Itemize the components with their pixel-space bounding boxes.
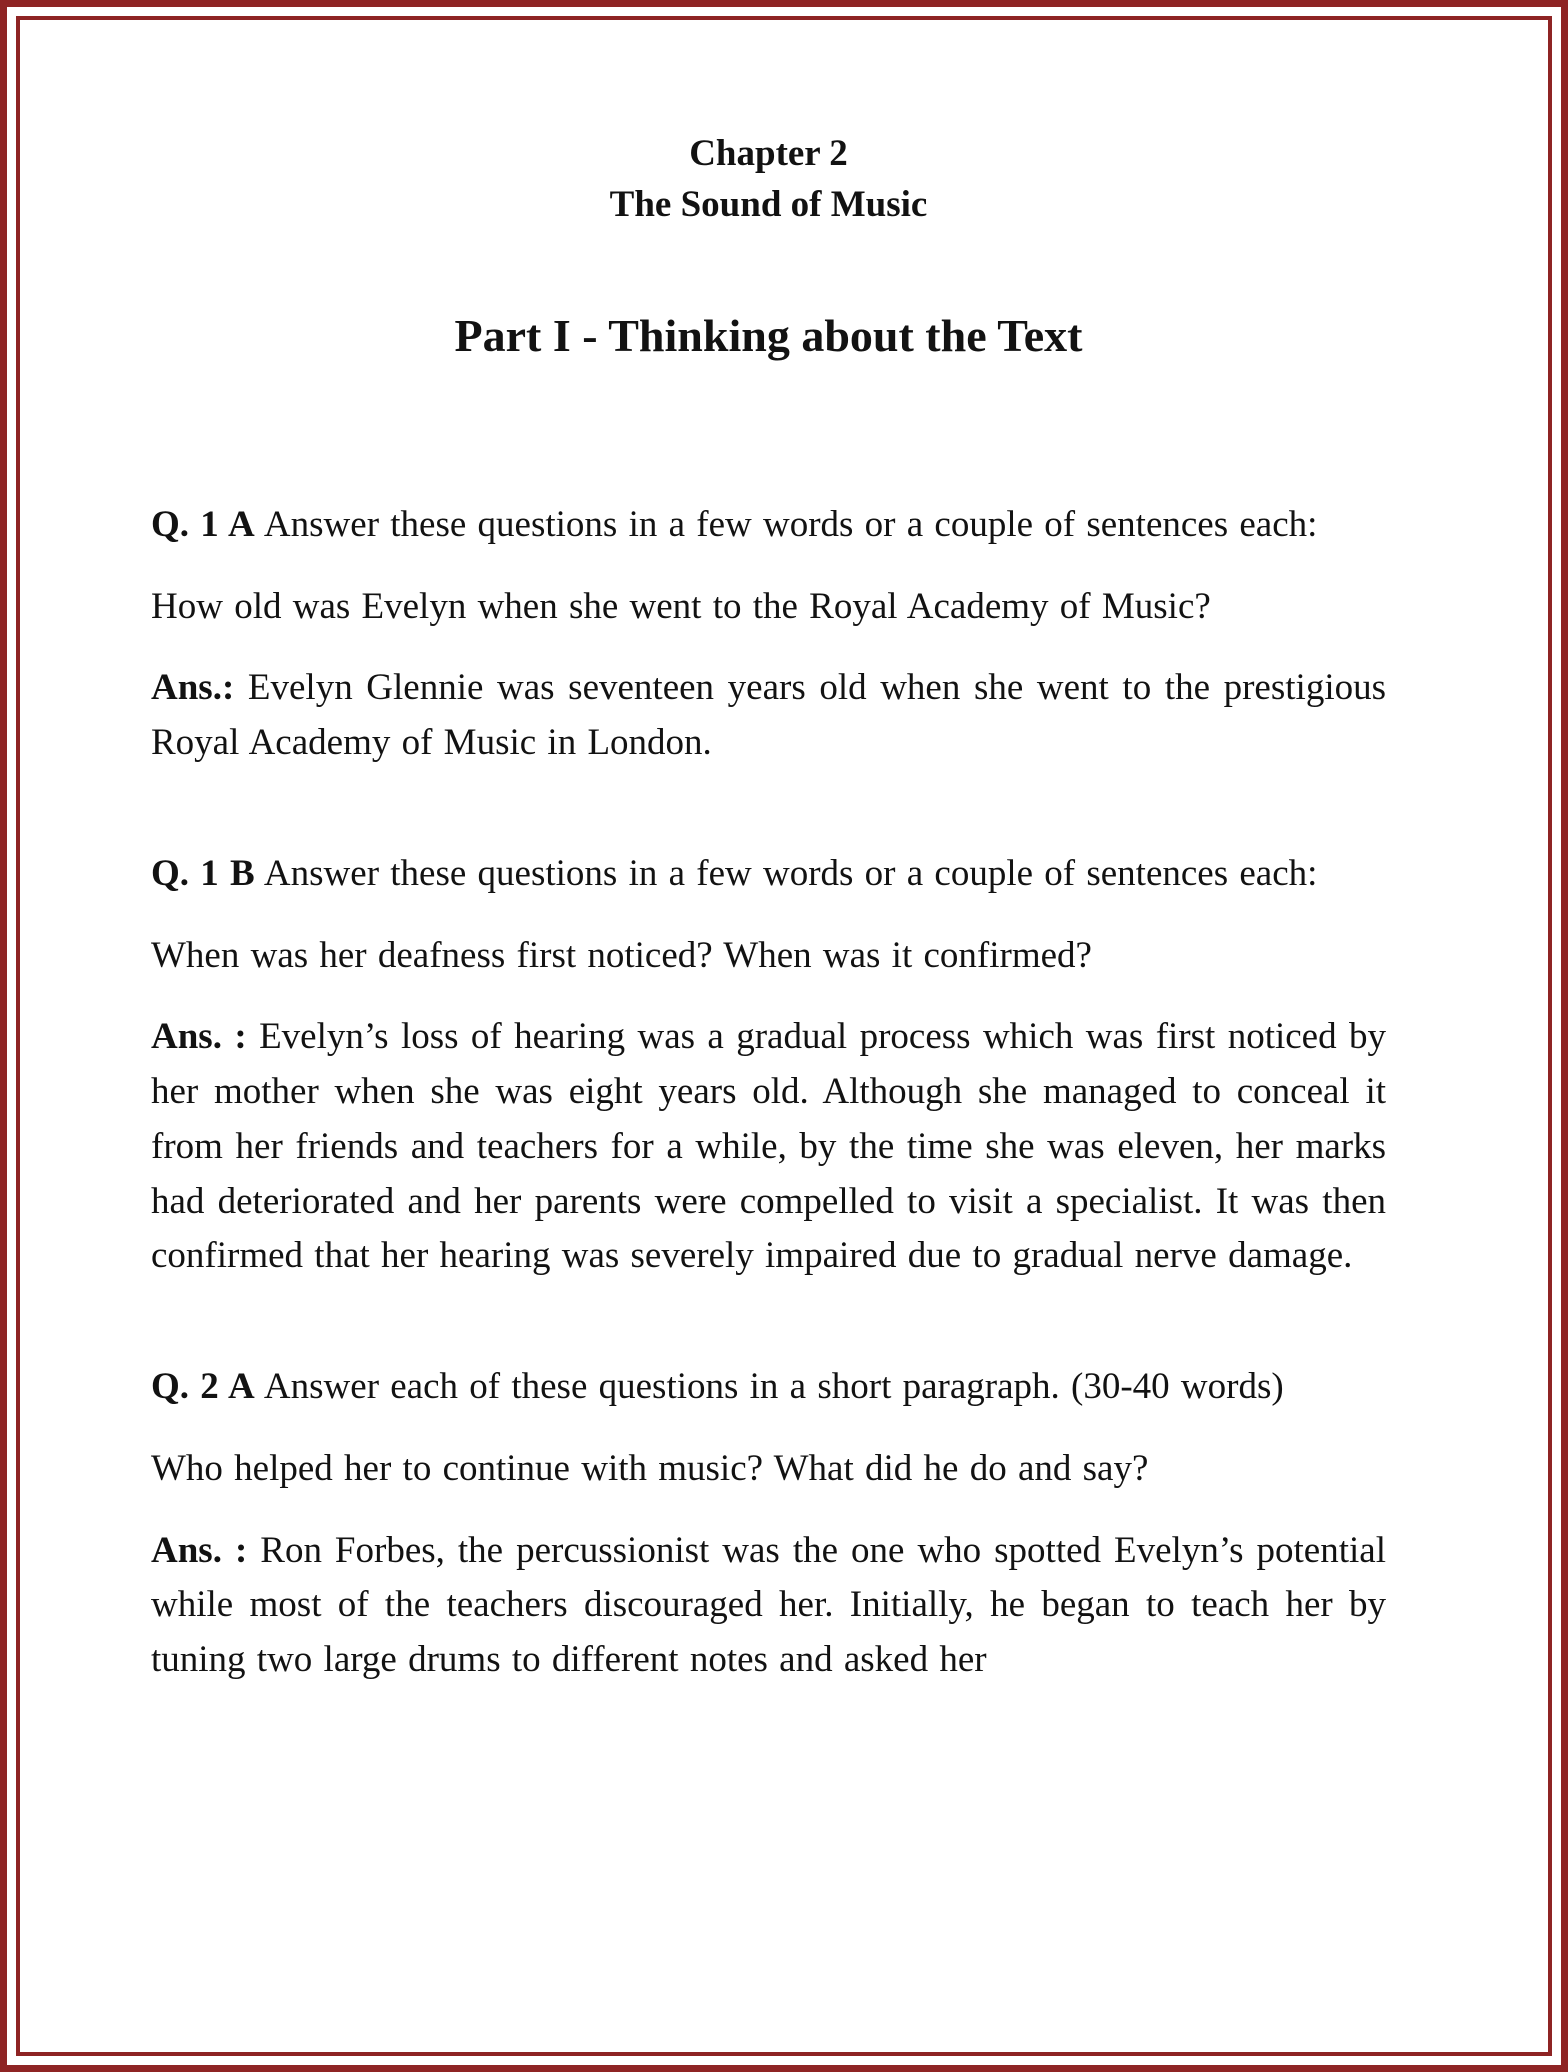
question-instruction-text: Answer each of these questions in a short paragraph. (30-40 words)	[254, 1366, 1284, 1408]
answer-body: Evelyn’s loss of hearing was a gradual process which was first noticed by her mother when she was eight years old. Although she managed to conceal it from her friends and teachers for a while, by the time she was eleven, her marks had deteriorated and her parents were compelled to visit a specialist. It was then confirmed that her hearing was severely impaired due to gradual nerve damage.	[151, 1016, 1386, 1277]
answer-body: Ron Forbes, the percussionist was the one who spotted Evelyn’s potential while most of the teachers discouraged her. Initially, he began to teach her by tuning two large drums to different notes and asked her	[151, 1529, 1386, 1681]
page-inner-frame	[16, 16, 1552, 2056]
question-text-body: How old was Evelyn when she went to the Royal Academy of Music?	[151, 585, 1211, 627]
chapter-title: Chapter 2	[689, 133, 848, 174]
question-text	[151, 929, 1386, 984]
question-label: Q. 2 A	[151, 1366, 255, 1408]
qa-section-3	[151, 1360, 1386, 1688]
question-instruction	[151, 847, 1386, 902]
question-text	[151, 1442, 1386, 1497]
answer-text	[151, 1010, 1386, 1284]
chapter-subtitle: The Sound of Music	[609, 184, 928, 226]
qa-section-2	[151, 847, 1386, 1284]
question-text-body: Who helped her to continue with music? What did he do and say?	[151, 1447, 1149, 1489]
question-instruction-text: Answer these questions in a few words or a couple of sentences each:	[254, 503, 1318, 545]
question-label: Q. 1 B	[151, 852, 255, 894]
question-text	[151, 580, 1386, 635]
answer-label: Ans. :	[151, 1529, 248, 1571]
answer-text	[151, 661, 1386, 771]
question-label: Q. 1 A	[151, 503, 255, 545]
question-instruction-text: Answer these questions in a few words or a couple of sentences each:	[254, 852, 1318, 894]
question-instruction	[151, 1360, 1386, 1415]
question-text-body: When was her deafness first noticed? When was it confirmed?	[151, 934, 1092, 976]
answer-label: Ans. :	[151, 1016, 247, 1058]
answer-label: Ans.:	[151, 667, 235, 709]
answer-body: Evelyn Glennie was seventeen years old when she went to the prestigious Royal Academy of Music in London.	[151, 667, 1386, 764]
answer-text	[151, 1524, 1386, 1688]
question-instruction	[151, 498, 1386, 553]
part-title: Part I - Thinking about the Text	[454, 310, 1083, 362]
qa-section-1	[151, 498, 1386, 771]
